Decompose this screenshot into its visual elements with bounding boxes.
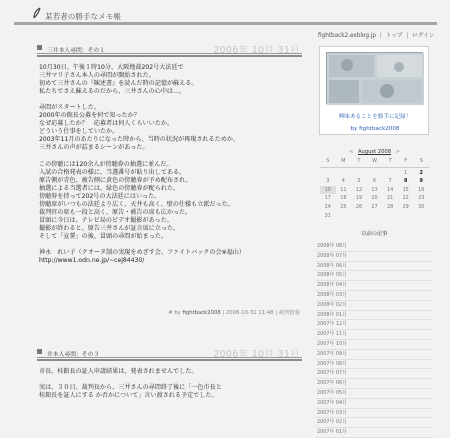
profile-box [319,46,429,135]
post-line [39,241,245,249]
calendar-day [367,169,383,178]
post-line: 尋問がスタートした。 [39,104,100,112]
post-line: 冒頭に今日は、テレビ局のビデオ撮影があった。 [39,216,173,224]
calendar-day[interactable]: 9 [419,178,423,185]
blog-domain-link[interactable]: fightback2.exblog.jp [318,33,377,39]
post-line: 2000年の館長公募を何で知ったか？ [39,112,140,120]
calendar-day: 27 [371,203,378,210]
calendar-week [320,203,429,212]
post-title[interactable]: 井本人尋問：その３ [47,352,100,358]
archive-link[interactable]: 2007年 10月 [316,340,433,350]
archive-link[interactable]: 2008年 06月 [316,262,433,272]
post-line: 2003年11月のあたりになった時から、当時の状況が再現されるためか、 [39,136,239,144]
calendar-day: 5 [357,178,361,185]
calendar-day [351,169,367,178]
footer-timestamp-link[interactable]: 2006-10-31 11:48 [225,310,274,316]
post-line: 実は、３０日、裁判長から、三井さんの尋問終了後に「一色市長と [39,384,222,392]
post-title[interactable]: 三井本人尋問：その１ [47,48,105,54]
footer-author-link[interactable]: fightback2008 [182,310,221,316]
post-header [37,42,302,54]
post-body [39,368,222,400]
archive-link[interactable]: 2008年 05月 [316,271,433,281]
post-line: 市長、桂館長の証人申請結果は、発表されませんでした。 [39,368,198,375]
calendar-day: 14 [386,186,394,193]
calendar-grid [320,169,429,221]
top-navigation [318,30,434,39]
calendar-day [382,212,398,221]
calendar-day: 15 [402,186,409,193]
login-link[interactable]: ログイン [412,33,435,39]
calendar-day[interactable]: 2 [419,169,423,176]
archive-link[interactable]: 2008年 08月 [316,242,433,252]
archive-link[interactable]: 2007年 03月 [316,409,433,419]
archive-link[interactable]: 2007年 06月 [316,379,433,389]
archive-link[interactable]: 2007年 11月 [316,330,433,340]
calendar-day [367,212,383,221]
calendar-day: 31 [324,212,331,219]
calendar-day: 29 [402,203,409,210]
post-line: なぜ応募したか？ 応募者は何人くらいいたか。 [39,120,174,128]
archive-link[interactable]: 2008年 07月 [316,252,433,262]
post-bullet-icon [37,349,42,354]
calendar-day: 21 [386,195,394,202]
blog-post [37,42,302,316]
post-line: この傍聴には120余人が傍聴券の抽選に並んだ。 [39,160,173,168]
calendar-day[interactable]: 8 [403,178,408,185]
collage-image-icon [327,53,424,105]
post-line: 桂館長を証人にする か否かについて」言い渡される予定でした。 [39,392,218,400]
post-line: 傍聴席がいつもの法廷より広く、天井も高く、壁の仕様も立派だった。 [39,200,234,208]
calendar-day [320,169,336,178]
calendar-day [413,212,429,221]
post-line: 裁判官の席も一段と高く、原告・被告の席も広かった。 [39,208,192,216]
post-line: 原告側が青色、被告側に黄色の傍聴券が予め配布され、 [39,176,192,184]
post-line: そして「宣誓」の後、冒頭の尋問が始まった。 [39,232,167,240]
weekday-label: T [357,158,361,164]
calendar-day: 24 [324,203,331,210]
calendar-day: 25 [340,203,347,210]
archive-link[interactable]: 2008年 02月 [316,301,433,311]
calendar-day: 26 [355,203,363,210]
calendar-day: 10 [320,186,336,195]
weekday-label: S [419,158,423,164]
footer-separator: | [275,310,278,316]
post-body [39,64,245,265]
calendar-next-button[interactable]: > [395,149,401,155]
weekday-label: S [326,158,330,164]
archive-link[interactable]: 2008年 01月 [316,311,433,321]
post-line: 三井マリ子さん本人の尋問が開始された。 [39,72,155,80]
calendar-day [382,169,398,178]
footer-prefix: # by [168,310,181,316]
post-line: 入試の合格発表の様に、当選番号が貼り出してある。 [39,168,186,176]
calendar-day [398,212,414,221]
nav-separator: | [406,33,409,39]
calendar-day: 22 [402,195,409,202]
weekday-label: W [372,158,377,164]
post-date: 2006年 10月 31日 [213,349,300,360]
calendar-day: 18 [340,195,347,202]
calendar-day: 17 [324,195,331,202]
post-link[interactable]: http://www1.odn.ne.jp/~cej84430/ [39,257,145,265]
calendar-day: 12 [355,186,363,193]
site-title[interactable]: 某若者の勝手なメモ帳 [45,12,121,21]
post-line: 三井さんの声が詰まるシーンがあった。 [39,144,149,152]
header-divider [14,22,437,25]
post-line [39,153,245,161]
calendar-day: 6 [372,178,377,185]
calendar-day [336,169,352,178]
calendar-week [320,212,429,221]
calendar-day: 4 [341,178,345,185]
calendar [320,149,429,220]
calendar-week [320,169,429,178]
blog-post [37,346,302,400]
calendar-day: 11 [340,186,347,193]
post-bullet-icon [37,45,42,50]
calendar-day: 3 [326,178,330,185]
post-line: 私たちでさえ蘇えるのだから、三井さんの心中は…。 [39,88,186,96]
footer-separator: | [222,310,225,316]
feather-icon [32,7,42,19]
archive-link[interactable]: 2007年 09月 [316,350,433,360]
calendar-day: 20 [371,195,378,202]
archives-heading: 以前の記事 [361,231,388,237]
calendar-day: 28 [386,203,394,210]
calendar-day: 13 [371,186,378,193]
footer-category-link[interactable]: 裁判情報 [278,310,300,316]
weekday-label: T [388,158,392,164]
calendar-divider [320,167,429,168]
calendar-week [320,186,429,195]
archive-link[interactable]: 2007年 07月 [316,369,433,379]
archive-link[interactable]: 2007年 04月 [316,399,433,409]
weekday-label: F [404,158,408,164]
calendar-header [320,149,429,157]
archive-link[interactable]: 2007年 05月 [316,389,433,399]
calendar-week [320,177,429,186]
calendar-day: 16 [418,186,425,193]
calendar-day: 30 [418,203,425,210]
archive-link[interactable]: 2007年 12月 [316,320,433,330]
post-line [39,376,222,384]
archive-link[interactable]: 2007年 01月 [316,428,433,438]
post-line: 神永 れい子（クオータ制の実現をめざす会、ファイトバックの会※福山） [39,249,245,257]
post-footer [168,308,300,316]
post-date: 2006年 10月 31日 [213,45,300,56]
archive-link[interactable]: 2008年 03月 [316,291,433,301]
archive-link[interactable]: 2007年 02月 [316,418,433,428]
post-header [37,346,302,358]
calendar-day [351,212,367,221]
calendar-day: 19 [355,195,363,202]
profile-image[interactable] [326,52,423,104]
top-link[interactable]: トップ [385,33,403,39]
calendar-day [336,212,352,221]
archive-link[interactable]: 2007年 08月 [316,360,433,370]
calendar-day: 23 [418,195,425,202]
archives-list [316,242,433,438]
calendar-day: 1 [404,169,408,176]
post-line: 抽選による当選者には、緑色の傍聴券が配られた。 [39,184,180,192]
calendar-prev-button[interactable]: < [348,149,354,155]
calendar-week [320,194,429,203]
profile-caption-link[interactable]: 興味あることを勝手に記録！ [338,114,412,120]
weekday-label: M [341,158,346,164]
post-line: 初めて三井さんの『陳述書』を読んだ時の記憶が蘇える。 [39,80,198,88]
calendar-day: 7 [388,178,392,185]
profile-author-link[interactable]: by fightback2008 [350,126,400,132]
post-line: 傍聴券を持って202号の大法廷にはいった。 [39,192,161,200]
archive-link[interactable]: 2008年 04月 [316,281,433,291]
calendar-month: August 2008 [357,149,391,155]
calendar-weekdays [320,157,429,166]
post-line: どういう仕事をしていたか。 [39,128,119,136]
nav-separator: | [379,33,382,39]
post-line: 10月30日、午後１時10分、大阪地裁202号大法廷で [39,64,184,71]
post-line: 撮影が終わると、原告三井さんが証言席に立った。 [39,224,180,232]
